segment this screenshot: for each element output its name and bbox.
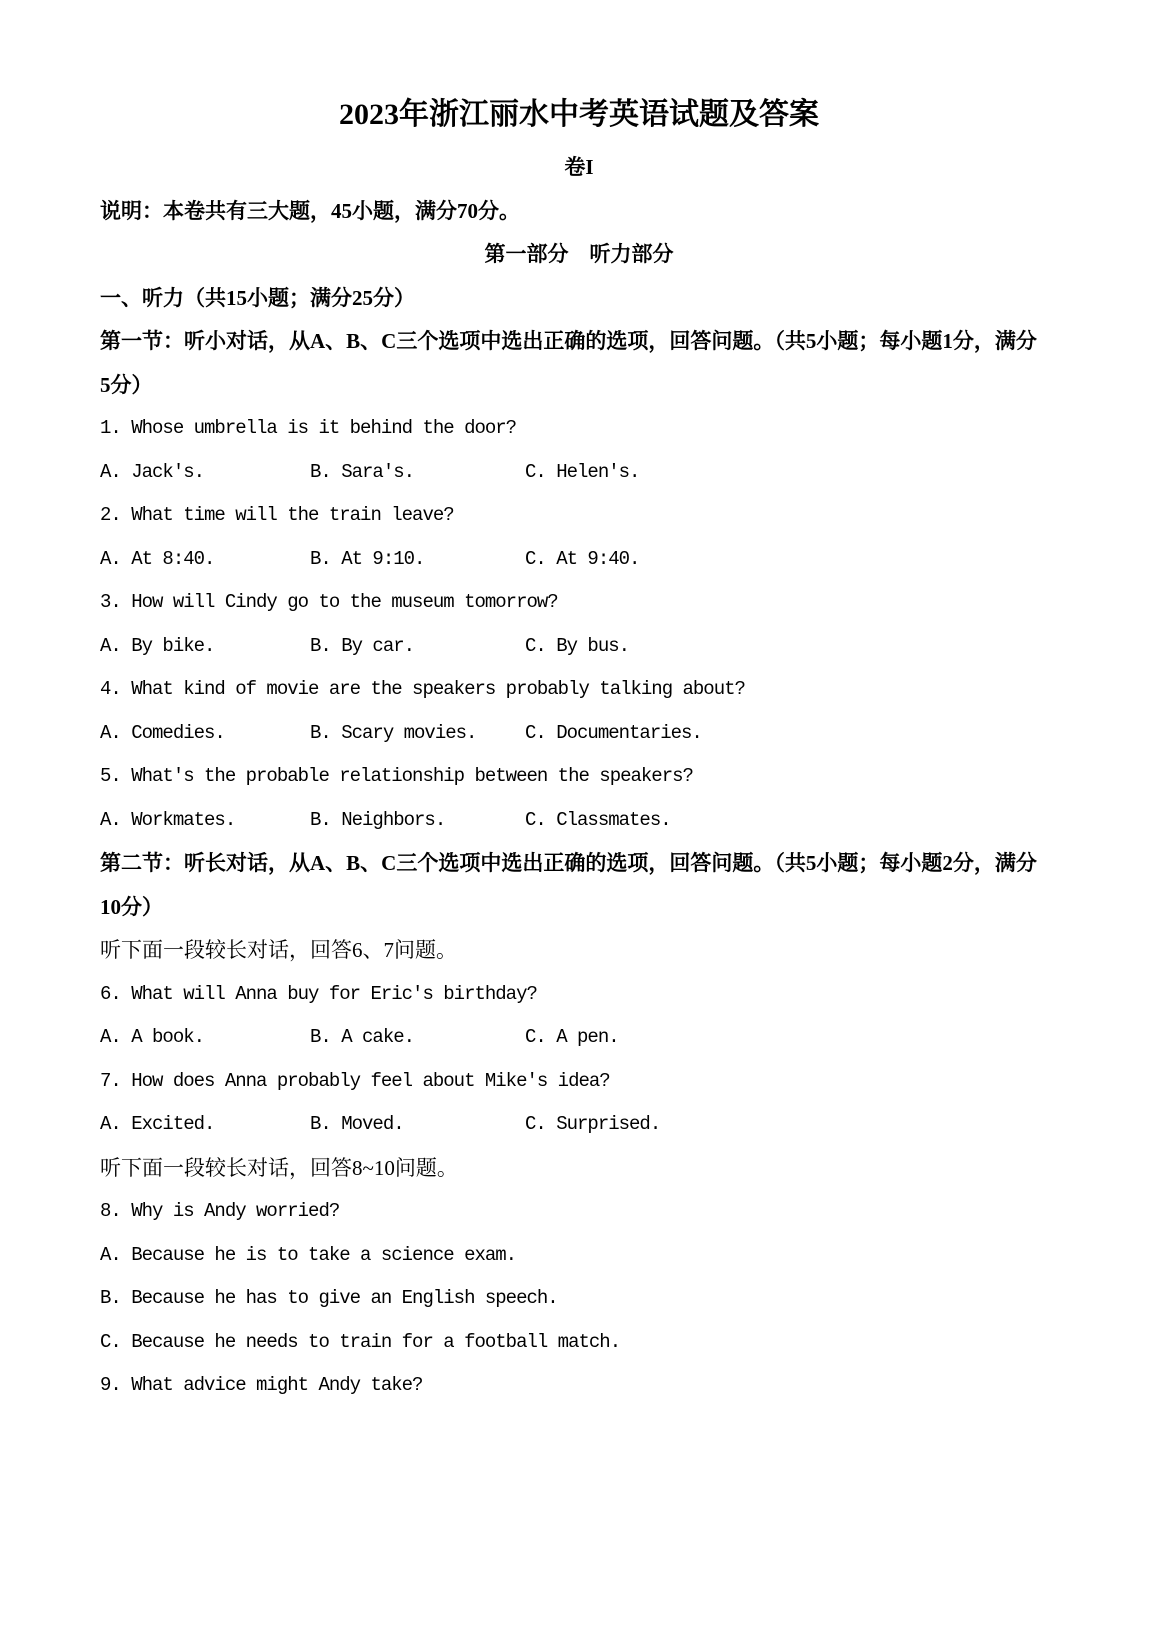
listening-section-heading: 一、听力（共15小题；满分25分） bbox=[100, 285, 415, 310]
question-7-text: 7. How does Anna probably feel about Mike's idea? bbox=[100, 1069, 610, 1092]
question-9-text: 9. What advice might Andy take? bbox=[100, 1374, 423, 1396]
section2-heading-line2: 10分） bbox=[100, 894, 163, 919]
exam-title: 2023年浙江丽水中考英语试题及答案 bbox=[339, 98, 819, 131]
question-1-option-b: B. Sara's. bbox=[310, 460, 415, 483]
question-5-option-b: B. Neighbors. bbox=[310, 808, 446, 831]
question-5-text: 5. What's the probable relationship between the speakers? bbox=[100, 765, 693, 787]
question-6-option-b: B. A cake. bbox=[310, 1026, 415, 1048]
part1-heading: 第一部分 听力部分 bbox=[484, 242, 674, 266]
question-2-option-a: A. At 8:40. bbox=[100, 547, 215, 570]
section1-heading-line1: 第一节：听小对话，从A、B、C三个选项中选出正确的选项，回答问题。（共5小题；每小题1分，满分 bbox=[100, 329, 1037, 353]
question-4-option-a: A. Comedies. bbox=[100, 721, 225, 744]
question-7-options-row bbox=[100, 1103, 1058, 1147]
exam-note: 说明：本卷共有三大题，45小题，满分70分。 bbox=[100, 198, 520, 223]
question-3-option-c: C. By bus. bbox=[525, 634, 630, 657]
dialog-6-7-note: 听下面一段较长对话，回答6、7问题。 bbox=[100, 938, 457, 962]
question-8-text: 8. Why is Andy worried? bbox=[100, 1200, 340, 1222]
question-7-option-a: A. Excited. bbox=[100, 1113, 215, 1135]
question-3-text: 3. How will Cindy go to the museum tomorrow? bbox=[100, 591, 558, 613]
question-5-option-a: A. Workmates. bbox=[100, 808, 236, 831]
question-7-option-c: C. Surprised. bbox=[525, 1113, 661, 1135]
question-3-option-a: A. By bike. bbox=[100, 634, 215, 657]
question-6-option-a: A. A book. bbox=[100, 1026, 205, 1048]
question-2-text: 2. What time will the train leave? bbox=[100, 504, 454, 526]
question-8-option-c: C. Because he needs to train for a football match. bbox=[100, 1330, 621, 1353]
question-6-option-c: C. A pen. bbox=[525, 1026, 619, 1048]
section2-heading-line1: 第二节：听长对话，从A、B、C三个选项中选出正确的选项，回答问题。（共5小题；每小题2分，满分 bbox=[100, 851, 1037, 875]
question-6-text: 6. What will Anna buy for Eric's birthday? bbox=[100, 982, 537, 1005]
section1-heading-line2: 5分） bbox=[100, 372, 153, 397]
question-3-option-b: B. By car. bbox=[310, 634, 415, 657]
question-1-option-c: C. Helen's. bbox=[525, 460, 640, 483]
question-2-option-b: B. At 9:10. bbox=[310, 547, 425, 570]
question-4-option-b: B. Scary movies. bbox=[310, 721, 477, 744]
question-8-option-a: A. Because he is to take a science exam. bbox=[100, 1243, 517, 1266]
question-6-options-row bbox=[100, 1016, 1058, 1060]
question-2-option-c: C. At 9:40. bbox=[525, 547, 640, 570]
volume-label: 卷I bbox=[564, 155, 594, 179]
question-5-option-c: C. Classmates. bbox=[525, 808, 671, 831]
question-5-options-row bbox=[100, 799, 1058, 843]
question-3-options-row bbox=[100, 625, 1058, 669]
question-4-option-c: C. Documentaries. bbox=[525, 721, 702, 744]
question-7-option-b: B. Moved. bbox=[310, 1113, 404, 1135]
question-4-options-row bbox=[100, 712, 1058, 756]
question-1-option-a: A. Jack's. bbox=[100, 460, 205, 483]
question-1-text: 1. Whose umbrella is it behind the door? bbox=[100, 417, 517, 439]
dialog-8-10-note: 听下面一段较长对话，回答8~10问题。 bbox=[100, 1155, 458, 1180]
question-4-text: 4. What kind of movie are the speakers probably talking about? bbox=[100, 678, 745, 700]
question-1-options-row bbox=[100, 451, 1058, 495]
question-2-options-row bbox=[100, 538, 1058, 582]
question-8-option-b: B. Because he has to give an English speech. bbox=[100, 1287, 558, 1309]
